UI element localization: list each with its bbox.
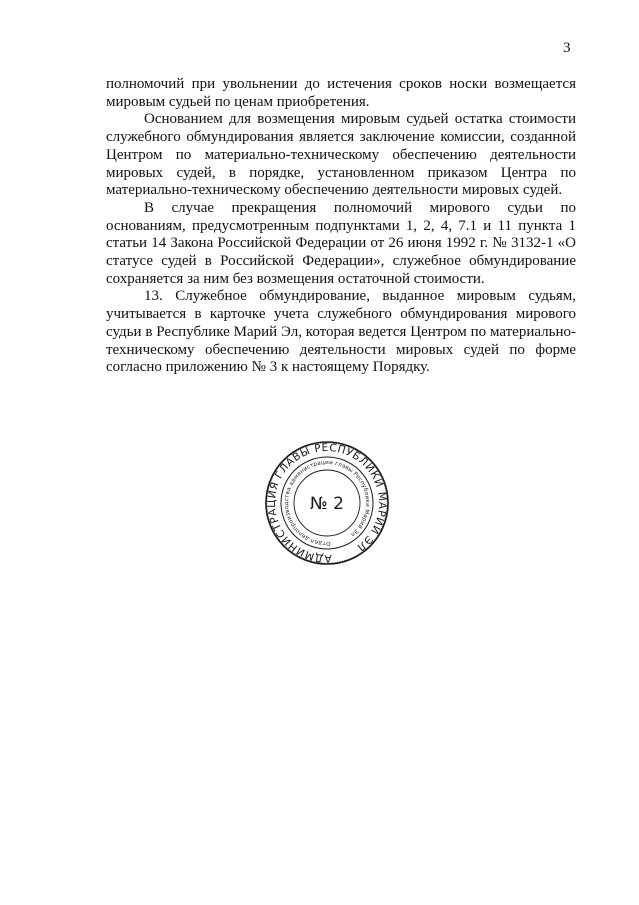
paragraph-termination-of-powers: В случае прекращения полномочий мирового судьи по основаниям, предусмотренным подпунктами 1, 2, 4, 7.1 и 11 пункта 1 статьи 14 Закона Российской Федерации от 26 июня 1992 г. № 3132-1 «О статусе судей в Российской Федерации», служебное обмундирование сохраняется за ним без возмещения остаточной стоимости. [106, 199, 576, 287]
stamp-outer-text: АДМИНИСТРАЦИЯ ГЛАВЫ РЕСПУБЛИКИ МАРИЙ ЭЛ [265, 441, 389, 565]
document-body [106, 76, 576, 377]
page-number: 3 [563, 40, 571, 56]
stamp-seal-graphic [264, 440, 390, 566]
stamp-inner-text: Отдел делопроизводства администрации главы Республики Марий Эл [283, 459, 371, 547]
stamp-number: № 2 [310, 494, 344, 514]
paragraph-13-accounting-card: 13. Служебное обмундирование, выданное мировым судьям, учитывается в карточке учета служебного обмундирования мирового судьи в Республике Марий Эл, которая ведется Центром по материально-техническому обеспечению деятельности мировых судей по форме согласно приложению № 3 к настоящему Порядку. [106, 288, 576, 376]
official-stamp [264, 440, 390, 566]
paragraph-continuation: полномочий при увольнении до истечения сроков носки возмещается мировым судьей по ценам приобретения. [106, 76, 576, 110]
paragraph-basis-for-reimbursement: Основанием для возмещения мировым судьей остатка стоимости служебного обмундирования является заключение комиссии, созданной Центром по материально-техническому обеспечению деятельности мировых судей, в порядке, установленном приказом Центра по материально-техническому обеспечению деятельности мировых судей. [106, 111, 576, 199]
